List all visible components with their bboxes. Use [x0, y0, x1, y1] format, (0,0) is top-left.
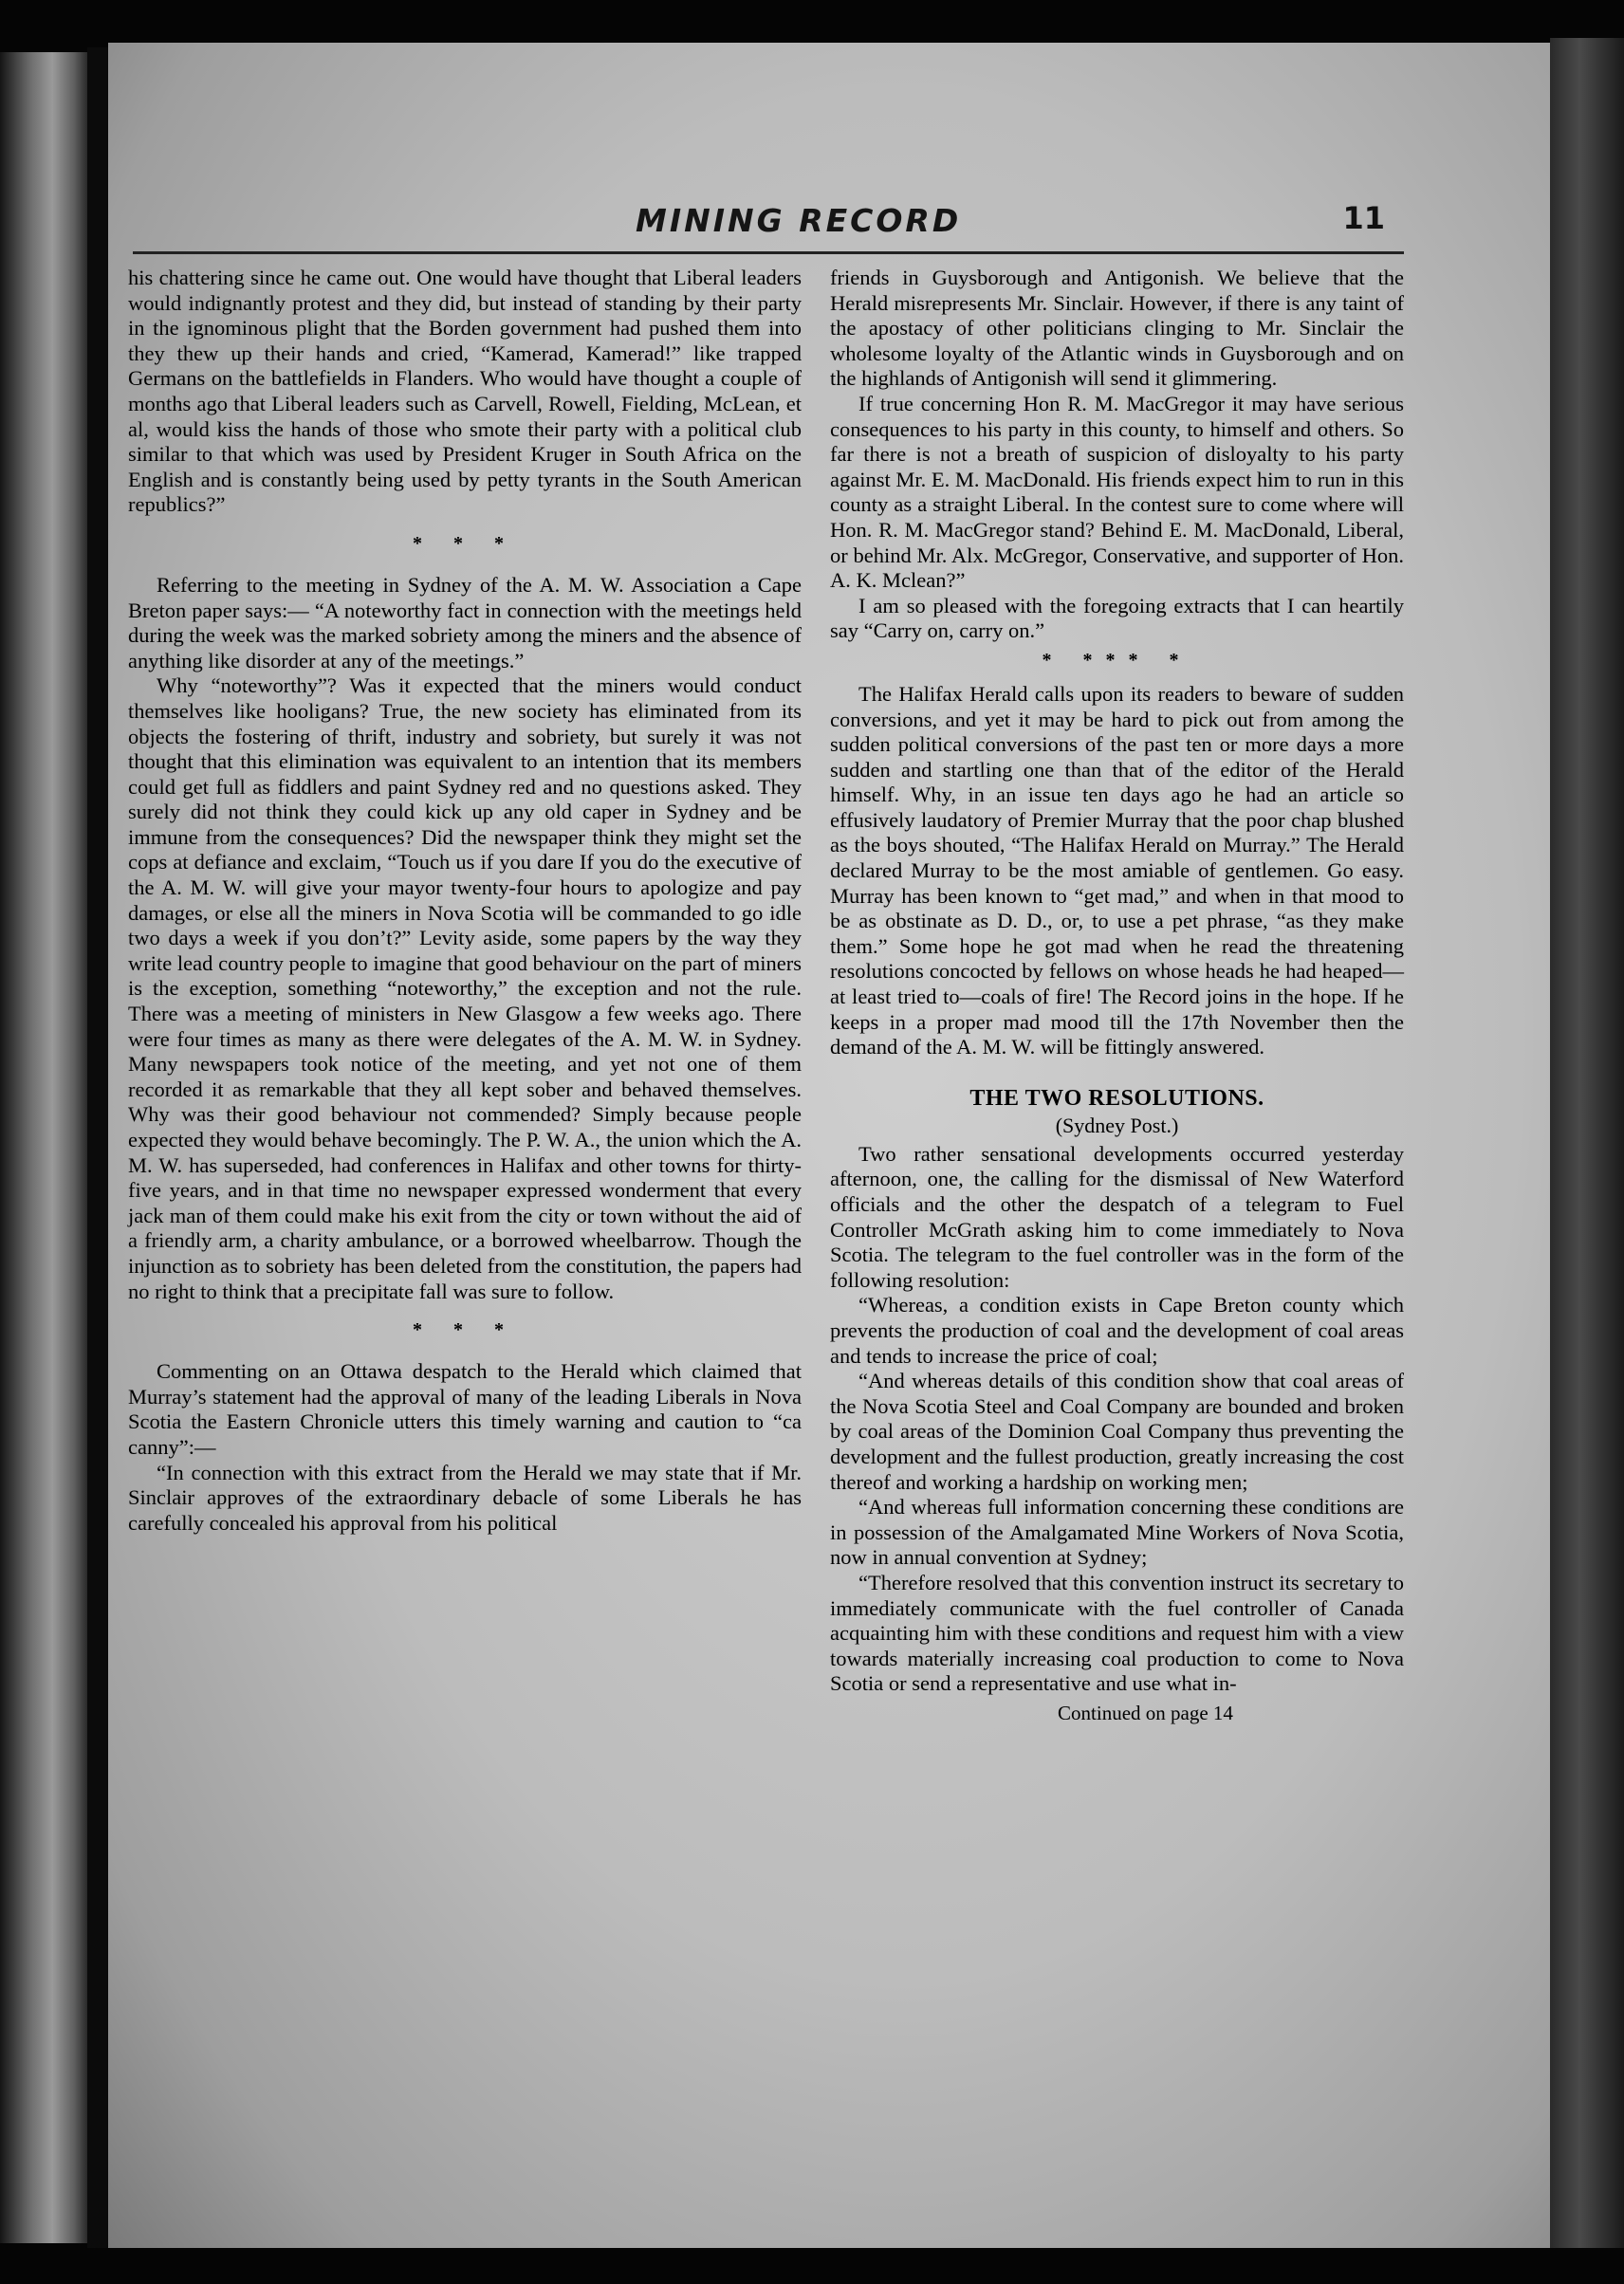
- paragraph: Referring to the meeting in Sydney of the A. M. W. Association a Cape Breton paper says:— “A noteworthy fact in connection with the meetings held during the week was the marked sobriety among the miners and the absence of anything like disorder at any of the meetings.”: [128, 572, 802, 672]
- page-number: 11: [1342, 200, 1385, 236]
- article-source: (Sydney Post.): [1055, 1113, 1179, 1137]
- paragraph: “Therefore resolved that this convention instruct its secretary to immediately communicate with the fuel controller of Canada acquainting him with these conditions and request him with a view towards materially increasing coal production to come to Nova Scotia or send a representative and use what in-: [830, 1570, 1404, 1696]
- page-header: [133, 194, 1404, 254]
- paragraph: Two rather sensational developments occurred yesterday afternoon, one, the calling for the dismissal of New Waterford officials and the other the despatch of a telegram to Fuel Controller McGrath asking him to come immediately to Nova Scotia. The telegram to the fuel controller was in the form of the following resolution:: [830, 1141, 1404, 1292]
- book-gutter: [87, 47, 108, 2248]
- left-column: [128, 266, 802, 1536]
- section-separator: * * *: [413, 532, 517, 554]
- paragraph: The Halifax Herald calls upon its readers to beware of sudden conversions, and yet it may be hard to pick out from among the sudden political conversions of the past ten or more days a more sudden and startling one than that of the editor of the Herald himself. Why, in an issue ten days ago he had an article so effusively laudatory of Premier Murray that the poor chap blushed as the boys shouted, “The Halifax Herald on Murray.” The Herald declared Murray to be the most amiable of gentlemen. Go easy. Murray has been known to “get mad,” and when in that mood to be as obstinate as D. D., or, to use a pet phrase, “as they make them.” Some hope he got mad when he read the threatening resolutions concocted by fellows on whose heads he had heaped—at least tried to—coals of fire! The Record joins in the hope. If he keeps in a proper mad mood till the 17th November then the demand of the A. M. W. will be fittingly answered.: [830, 681, 1404, 1059]
- right-column: [830, 266, 1404, 1725]
- article-heading: THE TWO RESOLUTIONS.: [969, 1085, 1264, 1111]
- facing-page-edge: [0, 52, 87, 2243]
- paragraph: Commenting on an Ottawa despatch to the Herald which claimed that Murray’s statement had the approval of many of the leading Liberals in Nova Scotia the Eastern Chronicle utters this timely warning and caution to “ca canny”:—: [128, 1359, 802, 1459]
- section-separator: * * *: [413, 1319, 517, 1341]
- paragraph: “And whereas full information concerning these conditions are in possession of the Amalgamated Mine Workers of Nova Scotia, now in annual convention at Sydney;: [830, 1495, 1404, 1570]
- paragraph: “And whereas details of this condition show that coal areas of the Nova Scotia Steel and Coal Company are bounded and broken by coal areas of the Dominion Coal Company thus preventing the development and the fullest production, greatly increasing the cost thereof and working a hardship on working men;: [830, 1369, 1404, 1494]
- paragraph: I am so pleased with the foregoing extracts that I can heartily say “Carry on, carry on.”: [830, 593, 1404, 643]
- paragraph: his chattering since he came out. One would have thought that Liberal leaders would indignantly protest and they did, but instead of standing by their party in the ignominous plight that the Borden government had pushed them into they thew up their hands and cried, “Kamerad, Kamerad!” like trapped Germans on the battlefields in Flanders. Who would have thought a couple of months ago that Liberal leaders such as Carvell, Rowell, Fielding, McLean, et al, would kiss the hands of those who smote their party with a political club similar to that which was used by President Kruger in South Africa on the English and is constantly being used by petty tyrants in the South American republics?”: [128, 266, 802, 517]
- background-edge: [1550, 38, 1624, 2248]
- paragraph: Why “noteworthy”? Was it expected that the miners would conduct themselves like hooligans? True, the new society has eliminated from its objects the fostering of thrift, industry and sobriety, but surely it was not thought that this elimination was equivalent to an intention that its members could get full as fiddlers and paint Sydney red and no questions asked. They surely did not think they could kick up any old caper in Sydney and be immune from the consequences? Did the newspaper think they might set the cops at defiance and exclaim, “Touch us if you dare If you do the executive of the A. M. W. will give your mayor twenty-four hours to apologize and pay damages, or else all the miners in Nova Scotia will be commanded to go idle two days a week if you don’t?” Levity aside, some papers by the way they write lead country people to imagine that good behaviour on the part of miners is the exception, something “noteworthy,” the exception and not the rule. There was a meeting of ministers in New Glasgow a few weeks ago. There were four times as many as there were delegates of the A. M. W. in Sydney. Many newspapers took notice of the meeting, and yet not one of them recorded it as remarkable that they all kept sober and behaved themselves. Why was their good behaviour not commended? Simply because people expected they would behave becomingly. The P. W. A., the union which the A. M. W. has superseded, had conferences in Halifax and other towns for thirty-five years, and in that time no newspaper expressed wonderment that every jack man of them could make his exit from the city or town without the aid of a friendly arm, a charity ambulance, or a borrowed wheelbarrow. Though the injunction as to sobriety has been deleted from the constitution, the papers had no right to think that a precipitate fall was sure to follow.: [128, 673, 802, 1303]
- continued-notice: Continued on page 14: [1058, 1701, 1233, 1724]
- paragraph: friends in Guysborough and Antigonish. We believe that the Herald misrepresents Mr. Sinclair. However, if there is any taint of the apostacy of other politicians clinging to Mr. Sinclair the wholesome loyalty of the Atlantic winds in Guysborough and on the highlands of Antigonish will send it glimmering.: [830, 266, 1404, 391]
- paragraph: “Whereas, a condition exists in Cape Breton county which prevents the production of coal and the development of coal areas and tends to increase the price of coal;: [830, 1293, 1404, 1368]
- masthead-title: MINING RECORD: [636, 202, 962, 239]
- paragraph: If true concerning Hon R. M. MacGregor it may have serious consequences to his party in this county, to himself and others. So far there is not a breath of suspicion of disloyalty to his party against Mr. E. M. MacDonald. His friends expect him to run in this county as a straight Liberal. In the contest sure to come where will Hon. R. M. MacGregor stand? Behind E. M. MacDonald, Liberal, or behind Mr. Alx. McGregor, Conservative, and supporter of Hon. A. K. Mclean?”: [830, 391, 1404, 593]
- paragraph: “In connection with this extract from the Herald we may state that if Mr. Sinclair approves of the extraordinary debacle of some Liberals he has carefully concealed his approval from his political: [128, 1460, 802, 1535]
- section-separator: * *** *: [1042, 649, 1192, 671]
